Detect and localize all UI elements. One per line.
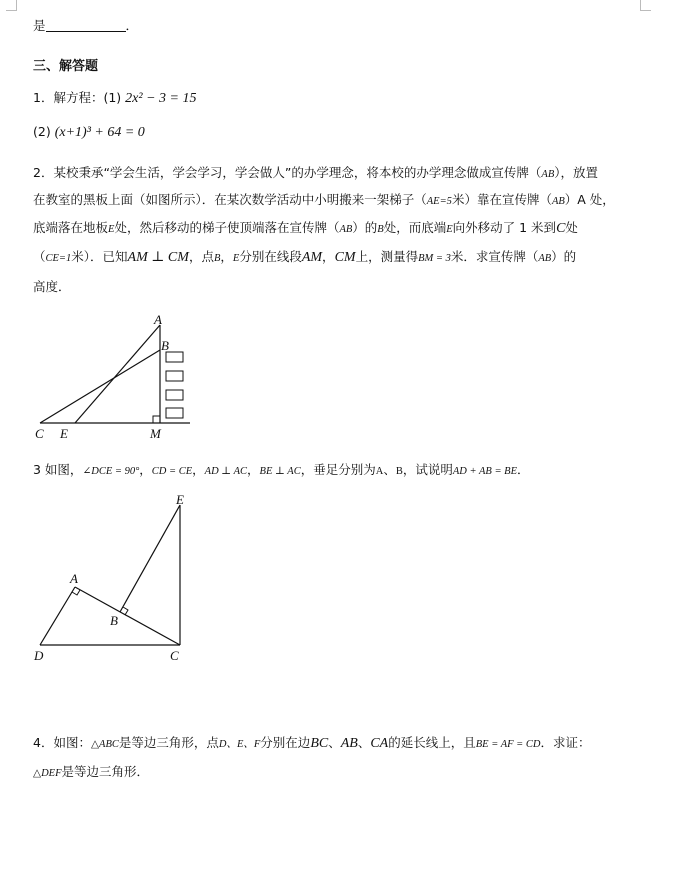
- q2-text: 米．求宣传牌（: [450, 249, 539, 264]
- label-c: C: [170, 648, 179, 663]
- question-1b: [33, 124, 145, 141]
- blackboard-box-2: [166, 371, 183, 381]
- q2-text: 底端落在地板: [33, 220, 109, 235]
- q2-line-4: [33, 247, 576, 266]
- q2-text: 在教室的黑板上面（如图所示）．在某次数学活动中小明搬来一架梯子（: [33, 192, 427, 207]
- q3-math: ∠DCE = 90°: [82, 466, 140, 477]
- q1-equation-2: (x+1)³ + 64 = 0: [54, 125, 145, 140]
- q4-text: 4．如图：: [33, 735, 91, 750]
- q2-math: AB: [339, 224, 353, 235]
- q2-text: （: [33, 249, 46, 264]
- q2-math: E: [232, 253, 240, 264]
- q3-text: ，: [139, 462, 152, 477]
- q3-text: ．: [517, 462, 530, 477]
- label-d: D: [34, 648, 44, 663]
- segment-ad: [40, 587, 75, 645]
- q4-math: CA: [370, 736, 389, 751]
- q2-text: 向外移动了 1 米到: [452, 220, 557, 235]
- prev-question-tail: [33, 16, 138, 34]
- q1-prefix: 1．解方程：(1): [33, 90, 122, 105]
- q2-line-2: [33, 190, 615, 208]
- q2-line-1: [33, 163, 598, 181]
- q2-math: CM: [334, 250, 356, 265]
- q4-math: AB: [340, 736, 358, 751]
- q4-line-2: [33, 762, 149, 780]
- q2-ladder-figure: [30, 310, 200, 445]
- prev-question-prefix: 是: [33, 18, 46, 33]
- q2-line-5: 高度．: [33, 279, 71, 294]
- q2-math: C: [556, 221, 566, 236]
- q2-math: AM: [301, 250, 323, 265]
- q2-text: 处: [565, 220, 578, 235]
- q3-triangle-figure: [30, 490, 200, 670]
- q2-math: B: [377, 224, 384, 235]
- right-angle-mark: [153, 416, 160, 423]
- q3-text: ，: [192, 462, 205, 477]
- label-e: E: [176, 492, 184, 507]
- q3-text: 3 如图，: [33, 462, 83, 477]
- q2-math: CE=1: [45, 253, 72, 264]
- q2-text: 米）靠在宣传牌（: [451, 192, 552, 207]
- q2-math: B: [213, 253, 221, 264]
- q4-text: 、: [328, 735, 341, 750]
- q2-text: ，: [322, 249, 335, 264]
- q3-math: BE ⊥ AC: [259, 466, 301, 477]
- q2-text: ）A 处，: [564, 192, 615, 207]
- q4-math: △DEF: [33, 768, 62, 779]
- blackboard-box-4: [166, 408, 183, 418]
- label-e: E: [60, 426, 68, 441]
- q3-math: A: [375, 466, 384, 477]
- ladder-bc: [40, 350, 160, 423]
- q4-text: 是等边三角形，点: [118, 735, 219, 750]
- section-title: 三、解答题: [33, 59, 99, 74]
- segment-ac: [75, 587, 180, 645]
- blackboard-box-3: [166, 390, 183, 400]
- q4-text: 、: [357, 735, 371, 750]
- q3-text: 、: [383, 462, 396, 477]
- q4-math: BE = AF = CD: [475, 739, 541, 750]
- q4-line-1: [33, 733, 591, 752]
- q3-text: ，垂足分别为: [300, 462, 376, 477]
- q1b-prefix: (2): [33, 124, 51, 139]
- prev-question-suffix: ．: [125, 18, 139, 33]
- label-b: B: [161, 338, 169, 353]
- q2-text: 米）．已知: [71, 249, 128, 264]
- q3-math: AD + AB = BE: [452, 466, 518, 477]
- q3-math: CD = CE: [151, 466, 193, 477]
- q2-text: ，: [220, 249, 233, 264]
- label-c: C: [35, 426, 44, 441]
- q2-math: E: [108, 224, 115, 235]
- q2-line-3: [33, 218, 578, 237]
- q3-text: ，: [247, 462, 260, 477]
- q2-math: BM = 3: [418, 253, 451, 264]
- q3-text: ，试说明: [402, 462, 453, 477]
- q3-math: B: [395, 466, 403, 477]
- q3-line: [33, 460, 530, 478]
- q2-text: 处，而底端: [383, 220, 447, 235]
- label-a: A: [154, 312, 162, 327]
- q2-math: AB: [541, 169, 555, 180]
- q3-math: AD ⊥ AC: [204, 466, 248, 477]
- q4-text: ．求证：: [540, 735, 591, 750]
- q2-text: 分别在线段: [239, 249, 302, 264]
- question-1a: [33, 88, 196, 107]
- q4-math: △ABC: [90, 739, 119, 750]
- segment-be: [120, 505, 180, 612]
- label-a: A: [70, 571, 78, 586]
- q2-text: 2．某校秉承“学会生活，学会学习，学会做人”的办学理念，将本校的办学理念做成宣传牌（: [33, 165, 542, 180]
- q2-text: ）的: [352, 220, 378, 235]
- q2-text: ），放置: [554, 165, 599, 180]
- blackboard-box-1: [166, 352, 183, 362]
- q4-text: 是等边三角形．: [61, 764, 150, 779]
- page-corner-mark-left: [6, 0, 17, 11]
- q2-text: ，点: [188, 249, 214, 264]
- q4-text: 的延长线上，且: [388, 735, 476, 750]
- q4-text: 分别在边: [260, 735, 311, 750]
- q4-math: D、E、F: [218, 739, 261, 750]
- q4-math: BC: [310, 736, 329, 751]
- q2-text: ）的: [551, 249, 577, 264]
- ladder-ae: [75, 325, 160, 423]
- q2-math: AM ⊥ CM: [127, 250, 189, 265]
- q2-math: AE=5: [426, 196, 452, 207]
- q2-text: 上，测量得: [355, 249, 419, 264]
- label-b: B: [110, 613, 118, 628]
- q1-equation-1: 2x² − 3 = 15: [125, 91, 197, 106]
- page-corner-mark-right: [640, 0, 651, 11]
- label-m: M: [150, 426, 161, 441]
- q2-math: AB: [551, 196, 565, 207]
- q2-math: E: [446, 224, 453, 235]
- q2-text: 处，然后移动的梯子使顶端落在宣传牌（: [114, 220, 340, 235]
- answer-blank[interactable]: [46, 19, 126, 32]
- q2-math: AB: [538, 253, 552, 264]
